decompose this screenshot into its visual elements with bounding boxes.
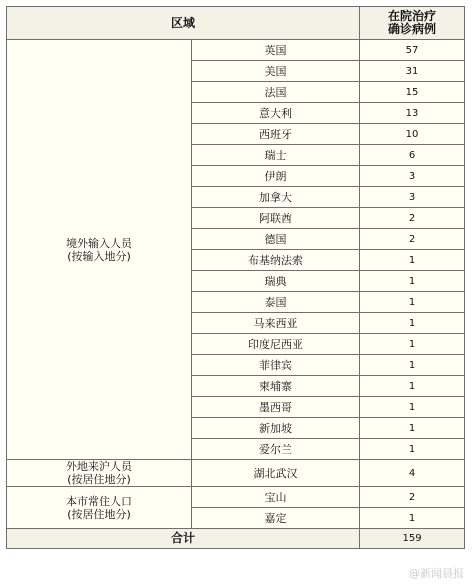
table-row bbox=[7, 40, 465, 61]
count-cell: 10 bbox=[360, 124, 465, 145]
place-cell: 马来西亚 bbox=[192, 313, 360, 334]
count-cell: 13 bbox=[360, 103, 465, 124]
count-cell: 1 bbox=[360, 376, 465, 397]
count-cell: 1 bbox=[360, 313, 465, 334]
place-cell: 布基纳法索 bbox=[192, 250, 360, 271]
place-cell: 宝山 bbox=[192, 487, 360, 508]
place-cell: 美国 bbox=[192, 61, 360, 82]
group-label-line1: 本市常住人口 bbox=[66, 494, 132, 508]
place-cell: 印度尼西亚 bbox=[192, 334, 360, 355]
group-label-cell bbox=[7, 487, 192, 529]
count-cell: 1 bbox=[360, 292, 465, 313]
cases-header-line1: 在院治疗 bbox=[388, 9, 437, 23]
group-label-cell bbox=[7, 460, 192, 487]
group-label-line1: 外地来沪人员 bbox=[66, 460, 132, 473]
count-cell: 1 bbox=[360, 334, 465, 355]
count-cell: 2 bbox=[360, 229, 465, 250]
table-row bbox=[7, 460, 465, 487]
table-row bbox=[7, 487, 465, 508]
group-label-line2: (按输入地分) bbox=[67, 249, 131, 263]
group-label-line2: (按居住地分) bbox=[67, 507, 131, 521]
count-cell: 1 bbox=[360, 508, 465, 529]
count-cell: 2 bbox=[360, 208, 465, 229]
place-cell: 湖北武汉 bbox=[192, 460, 360, 487]
count-cell: 3 bbox=[360, 187, 465, 208]
place-cell: 墨西哥 bbox=[192, 397, 360, 418]
place-cell: 泰国 bbox=[192, 292, 360, 313]
place-cell: 西班牙 bbox=[192, 124, 360, 145]
count-cell: 6 bbox=[360, 145, 465, 166]
table-container bbox=[6, 6, 465, 549]
count-cell: 2 bbox=[360, 487, 465, 508]
place-cell: 新加坡 bbox=[192, 418, 360, 439]
count-cell: 31 bbox=[360, 61, 465, 82]
place-cell: 嘉定 bbox=[192, 508, 360, 529]
watermark-text: @新闻晨报 bbox=[409, 567, 464, 580]
place-cell: 爱尔兰 bbox=[192, 439, 360, 460]
cases-header-line2: 确诊病例 bbox=[388, 22, 437, 36]
group-label-line2: (按居住地分) bbox=[67, 473, 131, 486]
place-cell: 柬埔寨 bbox=[192, 376, 360, 397]
place-cell: 意大利 bbox=[192, 103, 360, 124]
place-cell: 德国 bbox=[192, 229, 360, 250]
count-cell: 1 bbox=[360, 250, 465, 271]
count-cell: 4 bbox=[360, 460, 465, 487]
place-cell: 加拿大 bbox=[192, 187, 360, 208]
place-cell: 菲律宾 bbox=[192, 355, 360, 376]
total-row bbox=[7, 529, 465, 549]
count-cell: 1 bbox=[360, 355, 465, 376]
count-cell: 1 bbox=[360, 271, 465, 292]
table-header-row bbox=[7, 7, 465, 40]
place-cell: 阿联酋 bbox=[192, 208, 360, 229]
total-count: 159 bbox=[360, 529, 465, 549]
count-cell: 57 bbox=[360, 40, 465, 61]
count-cell: 3 bbox=[360, 166, 465, 187]
count-cell: 1 bbox=[360, 418, 465, 439]
place-cell: 瑞士 bbox=[192, 145, 360, 166]
region-header: 区域 bbox=[7, 7, 360, 40]
cases-table bbox=[6, 6, 465, 549]
total-label: 合计 bbox=[7, 529, 360, 549]
count-cell: 1 bbox=[360, 439, 465, 460]
group-label-cell bbox=[7, 40, 192, 460]
place-cell: 法国 bbox=[192, 82, 360, 103]
place-cell: 伊朗 bbox=[192, 166, 360, 187]
count-cell: 15 bbox=[360, 82, 465, 103]
group-label-line1: 境外输入人员 bbox=[66, 236, 132, 250]
count-cell: 1 bbox=[360, 397, 465, 418]
cases-header bbox=[360, 7, 465, 40]
place-cell: 英国 bbox=[192, 40, 360, 61]
place-cell: 瑞典 bbox=[192, 271, 360, 292]
